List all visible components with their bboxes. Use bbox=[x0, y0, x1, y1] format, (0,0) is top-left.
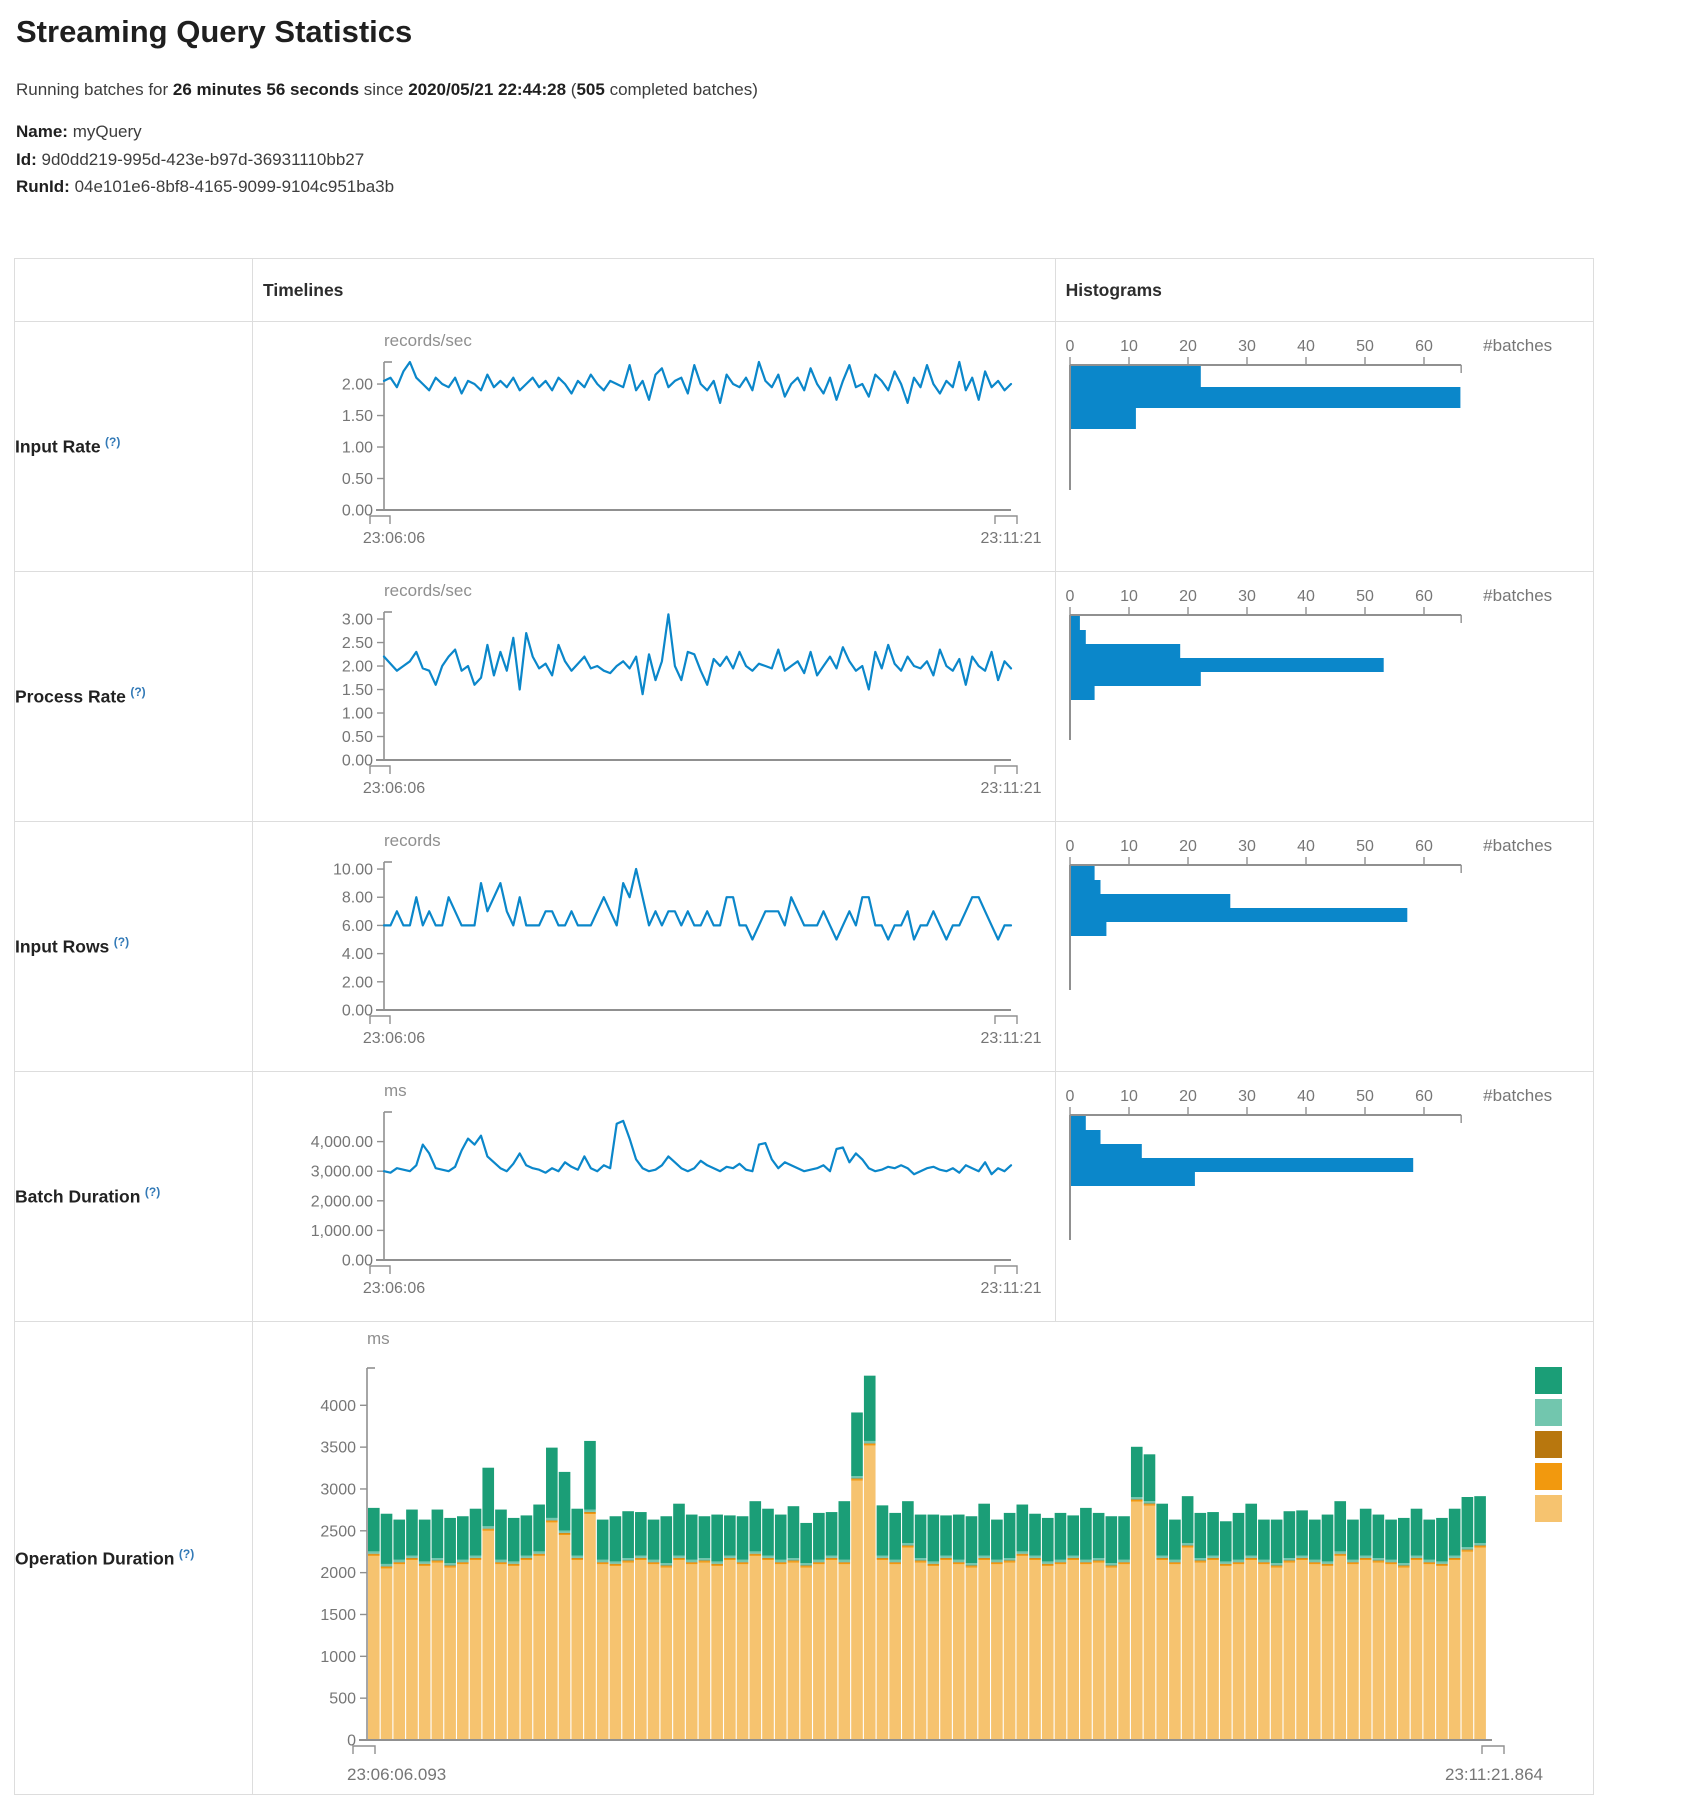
operation-duration-chart bbox=[253, 1322, 1593, 1794]
input-rate-histogram-cell bbox=[1055, 322, 1593, 572]
svg-text:10: 10 bbox=[1119, 338, 1138, 355]
query-name-line bbox=[16, 118, 394, 146]
svg-text:23:11:21: 23:11:21 bbox=[980, 1280, 1042, 1297]
orange-swatch-legend-icon bbox=[1535, 1463, 1562, 1490]
svg-text:30: 30 bbox=[1237, 1088, 1256, 1105]
dark-orange-swatch-legend-icon bbox=[1535, 1431, 1562, 1458]
svg-text:8.00: 8.00 bbox=[341, 889, 373, 907]
svg-text:30: 30 bbox=[1237, 338, 1256, 355]
timelines-header: Timelines bbox=[253, 259, 1056, 322]
table-row bbox=[15, 1322, 1594, 1795]
svg-text:40: 40 bbox=[1296, 338, 1315, 355]
svg-text:0: 0 bbox=[1065, 1088, 1075, 1105]
svg-text:60: 60 bbox=[1414, 338, 1433, 355]
svg-text:3.00: 3.00 bbox=[341, 611, 373, 629]
svg-text:10: 10 bbox=[1119, 588, 1138, 605]
page-title: Streaming Query Statistics bbox=[16, 14, 413, 49]
svg-text:3,000.00: 3,000.00 bbox=[310, 1163, 373, 1181]
help-icon[interactable]: (?) bbox=[130, 685, 146, 700]
svg-text:0.00: 0.00 bbox=[341, 502, 373, 520]
help-icon[interactable]: (?) bbox=[113, 935, 130, 950]
name-label: Name: bbox=[16, 122, 68, 141]
svg-text:0: 0 bbox=[1065, 838, 1075, 855]
operation-duration-cell bbox=[253, 1322, 1594, 1795]
stats-table bbox=[14, 258, 1594, 1795]
svg-text:#batches: #batches bbox=[1482, 836, 1552, 855]
svg-text:23:06:06: 23:06:06 bbox=[362, 1280, 426, 1297]
process-rate-histogram-chart bbox=[1056, 572, 1592, 821]
svg-text:50: 50 bbox=[1355, 1088, 1374, 1105]
svg-text:10.00: 10.00 bbox=[332, 861, 373, 879]
runid-label: RunId: bbox=[16, 177, 70, 196]
teal-swatch-legend-icon bbox=[1535, 1367, 1562, 1394]
metric-label-batch-duration bbox=[15, 1072, 253, 1322]
svg-text:60: 60 bbox=[1414, 1088, 1433, 1105]
svg-text:40: 40 bbox=[1296, 838, 1315, 855]
svg-text:50: 50 bbox=[1355, 588, 1374, 605]
svg-text:3000: 3000 bbox=[320, 1481, 356, 1499]
process-rate-histogram-cell bbox=[1055, 572, 1593, 822]
query-runid-line bbox=[16, 173, 394, 201]
help-icon[interactable]: (?) bbox=[178, 1546, 195, 1561]
light-teal-swatch-legend-icon bbox=[1535, 1399, 1562, 1426]
svg-text:10: 10 bbox=[1119, 838, 1138, 855]
svg-text:50: 50 bbox=[1355, 838, 1374, 855]
since-word: since bbox=[363, 80, 404, 99]
input-rate-timeline-cell bbox=[253, 322, 1056, 572]
svg-text:30: 30 bbox=[1237, 838, 1256, 855]
metric-label-input-rate bbox=[15, 322, 253, 572]
process-rate-timeline-chart bbox=[253, 572, 1053, 821]
svg-text:20: 20 bbox=[1178, 1088, 1197, 1105]
svg-text:1.50: 1.50 bbox=[341, 682, 373, 700]
svg-text:3500: 3500 bbox=[320, 1439, 356, 1457]
svg-text:30: 30 bbox=[1237, 588, 1256, 605]
running-duration: 26 minutes 56 seconds bbox=[172, 80, 360, 99]
svg-text:23:06:06: 23:06:06 bbox=[362, 530, 426, 547]
input-rows-histogram-cell bbox=[1055, 822, 1593, 1072]
batch-duration-timeline-chart bbox=[253, 1072, 1053, 1321]
svg-text:#batches: #batches bbox=[1482, 586, 1552, 605]
svg-text:4.00: 4.00 bbox=[341, 946, 373, 964]
metric-label-text: Operation Duration bbox=[15, 1548, 175, 1569]
metric-label-text: Input Rate bbox=[15, 436, 101, 457]
svg-text:500: 500 bbox=[329, 1690, 356, 1708]
svg-text:ms: ms bbox=[367, 1329, 390, 1348]
svg-text:23:06:06.093: 23:06:06.093 bbox=[347, 1765, 447, 1784]
svg-text:0.00: 0.00 bbox=[341, 1002, 373, 1020]
svg-text:#batches: #batches bbox=[1482, 336, 1552, 355]
svg-text:0.50: 0.50 bbox=[341, 729, 373, 747]
svg-text:23:11:21: 23:11:21 bbox=[980, 530, 1042, 547]
svg-text:1.00: 1.00 bbox=[341, 705, 373, 723]
svg-text:2.50: 2.50 bbox=[341, 635, 373, 653]
svg-text:50: 50 bbox=[1355, 338, 1374, 355]
input-rows-timeline-cell bbox=[253, 822, 1056, 1072]
svg-text:60: 60 bbox=[1414, 588, 1433, 605]
svg-text:2.00: 2.00 bbox=[341, 376, 373, 394]
id-value: 9d0dd219-995d-423e-b97d-36931110bb27 bbox=[41, 149, 365, 169]
paren-open: ( bbox=[570, 80, 577, 99]
process-rate-timeline-cell bbox=[253, 572, 1056, 822]
corner-cell bbox=[15, 259, 253, 322]
svg-text:1000: 1000 bbox=[320, 1648, 356, 1666]
svg-text:2,000.00: 2,000.00 bbox=[310, 1193, 373, 1211]
metric-label-process-rate bbox=[15, 572, 253, 822]
metric-label-text: Input Rows bbox=[15, 936, 110, 957]
svg-text:0.00: 0.00 bbox=[341, 1252, 373, 1270]
svg-text:40: 40 bbox=[1296, 588, 1315, 605]
id-label: Id: bbox=[16, 149, 37, 169]
metric-label-input-rows bbox=[15, 822, 253, 1072]
svg-text:1,000.00: 1,000.00 bbox=[310, 1222, 373, 1240]
svg-text:6.00: 6.00 bbox=[341, 917, 373, 935]
query-id-line bbox=[16, 146, 394, 174]
svg-text:2.00: 2.00 bbox=[341, 974, 373, 992]
completed-batches-count: 505 bbox=[576, 80, 605, 99]
table-row bbox=[15, 322, 1594, 572]
svg-text:2500: 2500 bbox=[320, 1523, 356, 1541]
svg-text:20: 20 bbox=[1178, 338, 1197, 355]
svg-text:10: 10 bbox=[1119, 1088, 1138, 1105]
svg-text:60: 60 bbox=[1414, 838, 1433, 855]
svg-text:40: 40 bbox=[1296, 1088, 1315, 1105]
metric-label-text: Process Rate bbox=[15, 686, 126, 707]
svg-text:0.50: 0.50 bbox=[341, 471, 373, 489]
svg-text:20: 20 bbox=[1178, 588, 1197, 605]
svg-text:records/sec: records/sec bbox=[384, 581, 472, 600]
svg-text:1.50: 1.50 bbox=[341, 408, 373, 426]
svg-text:0.00: 0.00 bbox=[341, 752, 373, 770]
help-icon[interactable]: (?) bbox=[105, 435, 121, 450]
batches-suffix: completed batches) bbox=[609, 80, 758, 99]
batch-duration-histogram-cell bbox=[1055, 1072, 1593, 1322]
svg-text:0: 0 bbox=[1065, 588, 1075, 605]
svg-text:ms: ms bbox=[384, 1081, 407, 1100]
svg-text:1.00: 1.00 bbox=[341, 439, 373, 457]
svg-text:records: records bbox=[384, 831, 441, 850]
table-row bbox=[15, 1072, 1594, 1322]
svg-text:4,000.00: 4,000.00 bbox=[310, 1134, 373, 1152]
input-rate-timeline-chart bbox=[253, 322, 1053, 571]
svg-text:0: 0 bbox=[347, 1732, 356, 1750]
svg-text:23:06:06: 23:06:06 bbox=[362, 780, 426, 797]
svg-text:20: 20 bbox=[1178, 838, 1197, 855]
table-header-row bbox=[15, 259, 1594, 322]
svg-text:0: 0 bbox=[1065, 338, 1075, 355]
metric-label-text: Batch Duration bbox=[15, 1186, 141, 1207]
start-time: 2020/05/21 22:44:28 bbox=[408, 80, 567, 99]
svg-text:23:11:21: 23:11:21 bbox=[980, 1030, 1042, 1047]
batch-duration-timeline-cell bbox=[253, 1072, 1056, 1322]
running-summary bbox=[16, 80, 758, 100]
svg-text:1500: 1500 bbox=[320, 1606, 356, 1624]
tan-swatch-legend-icon bbox=[1535, 1495, 1562, 1522]
runid-value: 04e101e6-8bf8-4165-9099-9104c951ba3b bbox=[74, 177, 395, 196]
table-row bbox=[15, 572, 1594, 822]
svg-text:records/sec: records/sec bbox=[384, 331, 472, 350]
batch-duration-histogram-chart bbox=[1056, 1072, 1592, 1321]
svg-text:#batches: #batches bbox=[1482, 1086, 1552, 1105]
input-rows-timeline-chart bbox=[253, 822, 1053, 1071]
help-icon[interactable]: (?) bbox=[144, 1185, 161, 1200]
svg-text:2000: 2000 bbox=[320, 1565, 356, 1583]
histograms-header: Histograms bbox=[1055, 259, 1593, 322]
svg-text:23:06:06: 23:06:06 bbox=[362, 1030, 426, 1047]
input-rate-histogram-chart bbox=[1056, 322, 1592, 571]
query-meta bbox=[16, 118, 394, 201]
svg-text:23:11:21: 23:11:21 bbox=[980, 780, 1042, 797]
svg-text:4000: 4000 bbox=[320, 1397, 356, 1415]
input-rows-histogram-chart bbox=[1056, 822, 1592, 1071]
svg-text:2.00: 2.00 bbox=[341, 658, 373, 676]
name-value: myQuery bbox=[72, 122, 142, 141]
svg-text:23:11:21.864: 23:11:21.864 bbox=[1445, 1765, 1543, 1784]
metric-label-operation-duration bbox=[15, 1322, 253, 1795]
running-prefix: Running batches for bbox=[16, 80, 169, 99]
table-row bbox=[15, 822, 1594, 1072]
